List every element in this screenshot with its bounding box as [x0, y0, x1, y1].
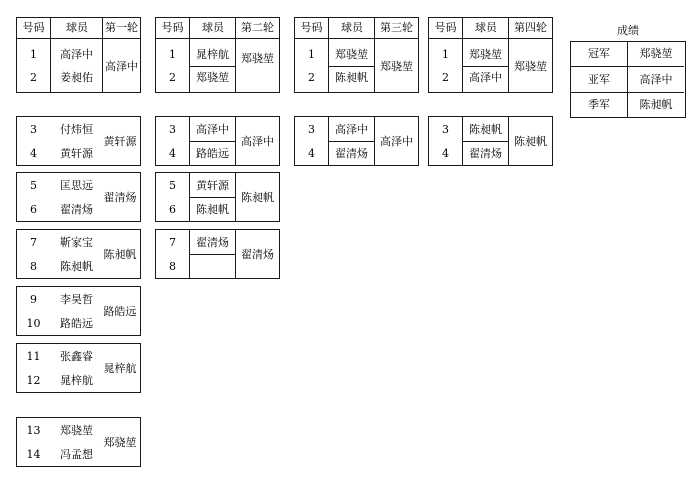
player-name: 翟清炀 — [335, 147, 368, 160]
header-player: 球员 — [475, 21, 497, 34]
round1-match-2 — [16, 116, 141, 166]
player-name: 路皓远 — [196, 147, 229, 160]
player-name: 陈昶帆 — [335, 71, 368, 84]
header-round2: 第二轮 — [241, 21, 274, 34]
results-label-third: 季军 — [588, 98, 610, 111]
player-name: 黄轩源 — [196, 179, 229, 192]
round1-header — [17, 18, 140, 39]
header-player: 球员 — [341, 21, 363, 34]
header-player: 球员 — [202, 21, 224, 34]
seed-number: 13 — [26, 424, 41, 437]
seed-number: 12 — [26, 374, 41, 387]
seed-number: 6 — [30, 203, 37, 216]
player-name: 高泽中 — [196, 123, 229, 136]
player-name: 李昊哲 — [60, 293, 93, 306]
results-name-third: 陈昶帆 — [639, 98, 673, 111]
header-number: 号码 — [434, 21, 457, 34]
seed-number: 1 — [308, 48, 315, 61]
results-label-runner-up: 亚军 — [588, 73, 610, 86]
round4-match-2 — [428, 116, 553, 166]
seed-number: 6 — [169, 203, 176, 216]
round3-match-1 — [294, 17, 419, 93]
seed-number: 4 — [442, 147, 449, 160]
seed-number: 5 — [30, 179, 37, 192]
match-winner: 翟清炀 — [103, 191, 137, 204]
player-name: 陈昶帆 — [469, 123, 502, 136]
header-round3: 第三轮 — [380, 21, 413, 34]
seed-number: 14 — [26, 448, 41, 461]
seed-number: 8 — [30, 260, 37, 273]
round3-match-2 — [294, 116, 419, 166]
seed-number: 9 — [30, 293, 37, 306]
round1-match-6 — [16, 343, 141, 393]
round2-match-2 — [155, 116, 280, 166]
player-name: 陈昶帆 — [196, 203, 229, 216]
seed-number: 5 — [169, 179, 176, 192]
player-name: 郑骁堃 — [60, 424, 93, 437]
match-winner: 路皓远 — [103, 305, 137, 318]
match-winner: 郑骁堃 — [380, 60, 413, 73]
match-winner: 郑骁堃 — [103, 436, 137, 449]
match-winner: 黄轩源 — [103, 135, 137, 148]
header-round4: 第四轮 — [514, 21, 547, 34]
player-name: 高泽中 — [60, 48, 93, 61]
round2-match-1 — [155, 17, 280, 93]
seed-number: 11 — [26, 350, 41, 363]
seed-number: 2 — [30, 71, 37, 84]
match-winner: 陈昶帆 — [103, 248, 137, 261]
results-name-runner-up: 高泽中 — [639, 73, 673, 86]
player-name: 翟清炀 — [469, 147, 502, 160]
seed-number: 3 — [442, 123, 449, 136]
seed-number: 1 — [30, 48, 37, 61]
seed-number: 4 — [30, 147, 37, 160]
player-name: 陈昶帆 — [60, 260, 93, 273]
player-name: 郑骁堃 — [196, 71, 229, 84]
player-name: 冯孟想 — [60, 448, 93, 461]
seed-number: 7 — [169, 236, 176, 249]
results-name-champion: 郑骁堃 — [639, 47, 673, 60]
results-title: 成绩 — [617, 24, 639, 37]
round1-match-1 — [16, 17, 141, 93]
player-name: 晁梓航 — [196, 48, 229, 61]
seed-number: 4 — [308, 147, 315, 160]
round1-match-5 — [16, 286, 141, 336]
seed-number: 3 — [169, 123, 176, 136]
player-name: 靳家宝 — [60, 236, 93, 249]
round2-header — [156, 18, 279, 39]
match-winner: 郑骁堃 — [241, 52, 274, 65]
match-winner: 高泽中 — [380, 135, 413, 148]
header-number: 号码 — [22, 21, 45, 34]
seed-number: 7 — [30, 236, 37, 249]
player-name: 翟清炀 — [196, 236, 229, 249]
seed-number: 1 — [169, 48, 176, 61]
match-winner: 翟清炀 — [241, 248, 274, 261]
header-number: 号码 — [300, 21, 323, 34]
header-number: 号码 — [161, 21, 184, 34]
player-name: 匡思远 — [60, 179, 93, 192]
round1-match-4 — [16, 229, 141, 279]
player-name: 张鑫睿 — [60, 350, 93, 363]
seed-number: 2 — [308, 71, 315, 84]
seed-number: 2 — [442, 71, 449, 84]
round4-match-1 — [428, 17, 553, 93]
round1-match-3 — [16, 172, 141, 222]
round4-header — [429, 18, 552, 39]
round1-match-7 — [16, 417, 141, 467]
seed-number: 2 — [169, 71, 176, 84]
match-winner: 高泽中 — [105, 60, 138, 73]
header-round1: 第一轮 — [105, 21, 138, 34]
seed-number: 3 — [308, 123, 315, 136]
header-player: 球员 — [66, 21, 88, 34]
round2-match-3 — [155, 172, 280, 222]
player-name: 姜昶佑 — [60, 71, 93, 84]
seed-number: 8 — [169, 260, 176, 273]
player-name: 翟清炀 — [60, 203, 93, 216]
player-name: 付炜恒 — [60, 123, 93, 136]
seed-number: 1 — [442, 48, 449, 61]
match-winner: 陈昶帆 — [241, 191, 274, 204]
player-name: 路皓远 — [60, 317, 93, 330]
seed-number: 3 — [30, 123, 37, 136]
results-table — [570, 41, 686, 118]
results-label-champion: 冠军 — [588, 47, 610, 60]
player-name: 郑骁堃 — [335, 48, 368, 61]
player-name: 高泽中 — [469, 71, 502, 84]
match-winner: 陈昶帆 — [514, 135, 547, 148]
match-winner: 高泽中 — [241, 135, 274, 148]
player-name: 郑骁堃 — [469, 48, 502, 61]
seed-number: 10 — [26, 317, 41, 330]
round2-match-4 — [155, 229, 280, 279]
round3-header — [295, 18, 418, 39]
seed-number: 4 — [169, 147, 176, 160]
player-name: 晁梓航 — [60, 374, 93, 387]
match-winner: 晁梓航 — [103, 362, 137, 375]
player-name: 黄轩源 — [60, 147, 93, 160]
player-name: 高泽中 — [335, 123, 368, 136]
match-winner: 郑骁堃 — [514, 60, 547, 73]
